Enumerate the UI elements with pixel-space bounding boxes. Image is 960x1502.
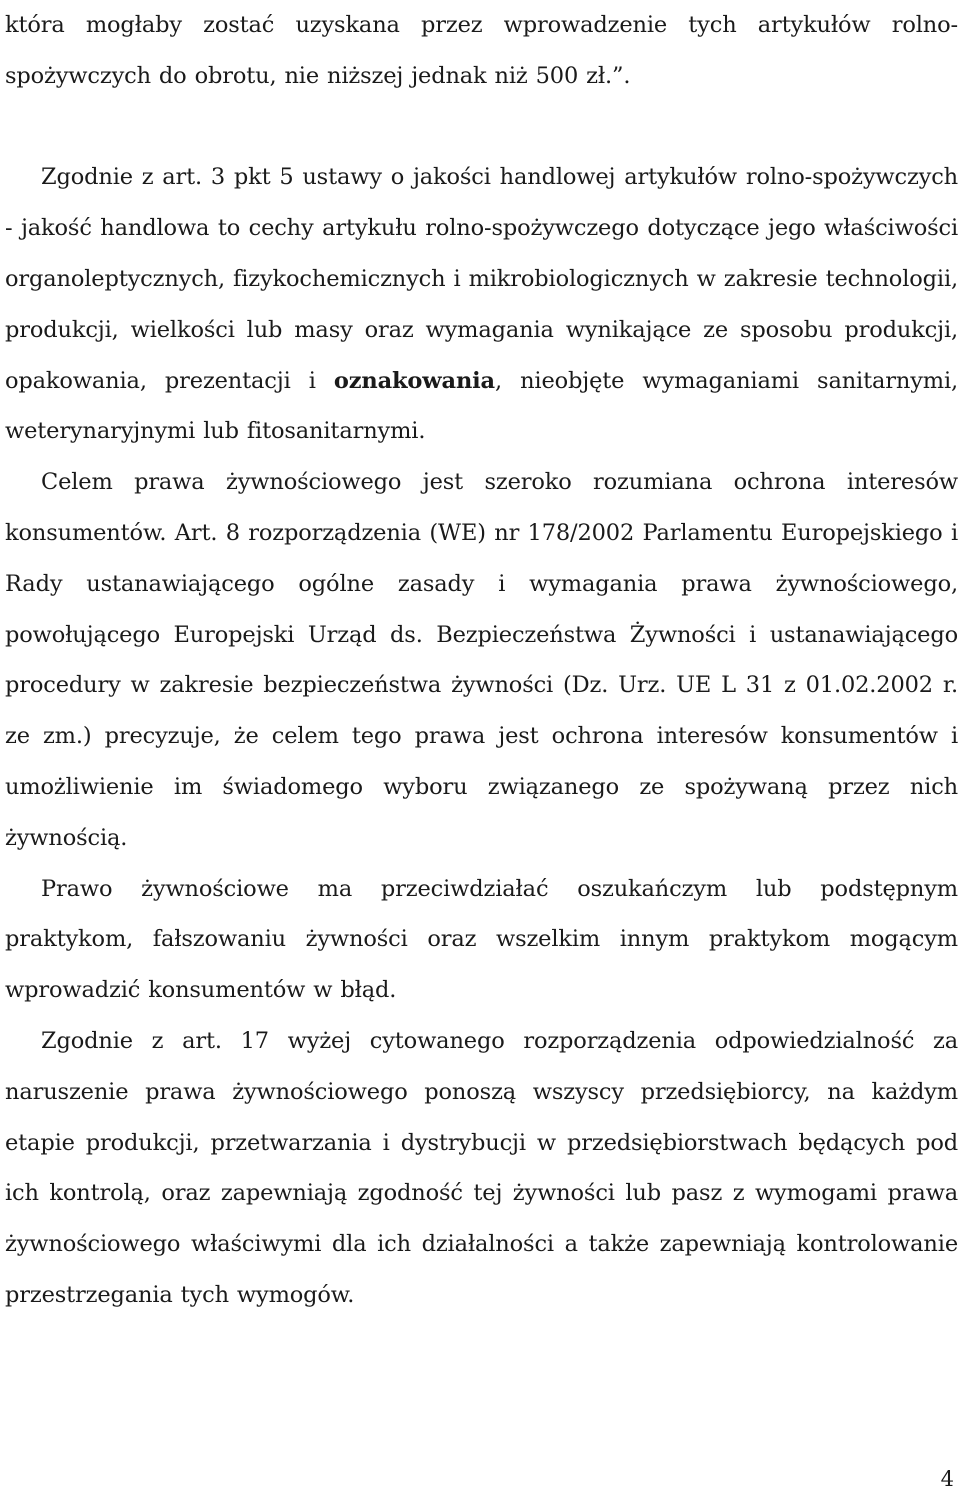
paragraph-continuation: która mogłaby zostać uzyskana przez wprowadzenie tych artykułów rolno-spożywczych do obrotu, nie niższej jednak niż 500 zł.”.: [5, 12, 958, 89]
paragraph-quality-definition: [5, 152, 958, 457]
paragraph-text: Zgodnie z art. 3 pkt 5 ustawy o jakości handlowej artykułów rolno-spożywczych - jakość handlowa to cechy artykułu rolno-spożywczego dotyczące jego właściwości organoleptycznych, fizykochemicznych i mikrobiologicznych w zakresie technologii, produkcji, wielkości lub masy oraz wymagania wynikające ze sposobu produkcji, opakowania, prezentacji i: [5, 164, 958, 394]
paragraph-text: , nieobjęte wymaganiami sanitarnymi, weterynaryjnymi lub fitosanitarnymi.: [5, 367, 958, 445]
paragraph-food-law-purpose: Celem prawa żywnościowego jest szeroko rozumiana ochrona interesów konsumentów. Art. 8 rozporządzenia (WE) nr 178/2002 Parlamentu Europejskiego i Rady ustanawiającego ogólne zasady i wymagania prawa żywnościowego, powołującego Europejski Urząd ds. Bezpieczeństwa Żywności i ustanawiającego procedury w zakresie bezpieczeństwa żywności (Dz. Urz. UE L 31 z 01.02.2002 r. ze zm.) precyzuje, że celem tego prawa jest ochrona interesów konsumentów i umożliwienie im świadomego wyboru związanego ze spożywaną przez nich żywnością.: [5, 469, 958, 851]
paragraph-fraud-prevention: Prawo żywnościowe ma przeciwdziałać oszukańczym lub podstępnym praktykom, fałszowaniu żywności oraz wszelkim innym praktykom mogącym wprowadzić konsumentów w błąd.: [5, 875, 958, 1004]
document-page: [5, 0, 958, 1321]
paragraph-responsibility: Zgodnie z art. 17 wyżej cytowanego rozporządzenia odpowiedzialność za naruszenie prawa żywnościowego ponoszą wszyscy przedsiębiorcy, na każdym etapie produkcji, przetwarzania i dystrybucji w przedsiębiorstwach będących pod ich kontrolą, oraz zapewniają zgodność tej żywności lub pasz z wymogami prawa żywnościowego właściwymi dla ich działalności a także zapewniają kontrolowanie przestrzegania tych wymogów.: [5, 1027, 958, 1308]
bold-term-labelling: oznakowania: [333, 367, 495, 394]
page-number: 4: [940, 1467, 954, 1491]
